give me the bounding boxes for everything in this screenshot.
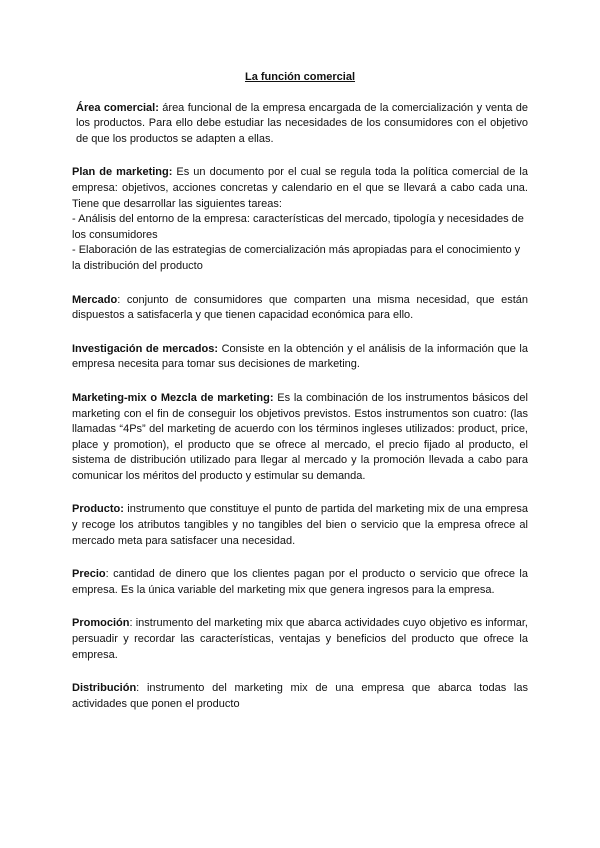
section-text: instrumento que constituye el punto de partida del marketing mix de una empresa y recoge los atributos tangibles y no tangibles del bien o servicio que la empresa ofrece al mercado meta para satisfacer una necesidad. <box>72 503 528 547</box>
section-text: área funcional de la empresa encargada de la comercialización y venta de los productos. Para ello debe estudiar las necesidades de los consumidores con el objetivo de que los productos se adapten a ellas. <box>76 101 528 145</box>
section-promocion <box>72 616 528 663</box>
section-area-comercial <box>72 101 528 148</box>
document-content <box>72 70 528 730</box>
section-marketing-mix <box>72 391 528 485</box>
section-text: : conjunto de consumidores que comparten una misma necesidad, que están dispuestos a satisfacerla y que tienen capacidad económica para ello. <box>72 293 528 322</box>
section-text: : cantidad de dinero que los clientes pagan por el producto o servicio que ofrece la empresa. Es la única variable del marketing mix que genera ingresos para la empresa. <box>72 568 528 596</box>
section-term: Marketing-mix o Mezcla de marketing: <box>72 391 274 404</box>
section-term: Área comercial: <box>76 101 159 114</box>
section-text: Es la combinación de los instrumentos básicos del marketing con el fin de conseguir los objetivos previstos. Estos instrumentos son cuatro: (las llamadas “4Ps” del marketing de acuerdo con los términos ingleses utilizados: product, price, place y promotion), el producto que se ofrece al mercado, el precio fijado al producto, el sistema de distribución utilizado para llegar al mercado y la promoción llevada a cabo para comunicar los méritos del producto y estimular su demanda. <box>72 391 528 482</box>
section-text: : instrumento del marketing mix que abarca actividades cuyo objetivo es informar, persuadir y recordar las características, ventajas y beneficios del producto que ofrece la empresa. <box>72 617 528 661</box>
task-list-item: - Elaboración de las estrategias de comercialización más apropiadas para el conocimiento y la distribución del producto <box>72 244 521 272</box>
section-text: Consiste en la obtención y el análisis de la información que la empresa necesita para tomar sus decisiones de marketing. <box>72 342 528 371</box>
section-term: Mercado <box>72 293 118 306</box>
document-title: La función comercial <box>244 71 356 83</box>
section-term: Producto: <box>72 503 124 516</box>
section-text: : instrumento del marketing mix de una empresa que abarca todas las actividades que ponen el producto <box>72 682 528 710</box>
section-distribucion <box>72 681 528 712</box>
section-term: Investigación de mercados: <box>72 342 218 355</box>
section-term: Precio <box>72 568 106 581</box>
section-investigacion-de-mercados <box>72 342 528 373</box>
section-term: Promoción <box>72 617 130 630</box>
task-list-item: - Análisis del entorno de la empresa: características del mercado, tipología y necesidades de los consumidores <box>72 213 524 241</box>
section-text: Es un documento por el cual se regula toda la política comercial de la empresa: objetivos, acciones concretas y calendario en el que se llevará a cabo cada una. Tiene que desarrollar las siguientes tareas: <box>72 166 528 210</box>
section-plan-de-marketing <box>72 165 528 274</box>
section-precio <box>72 567 528 598</box>
section-term: Distribución <box>72 682 137 695</box>
section-term: Plan de marketing: <box>72 166 173 179</box>
section-producto <box>72 502 528 549</box>
section-mercado <box>72 293 528 324</box>
